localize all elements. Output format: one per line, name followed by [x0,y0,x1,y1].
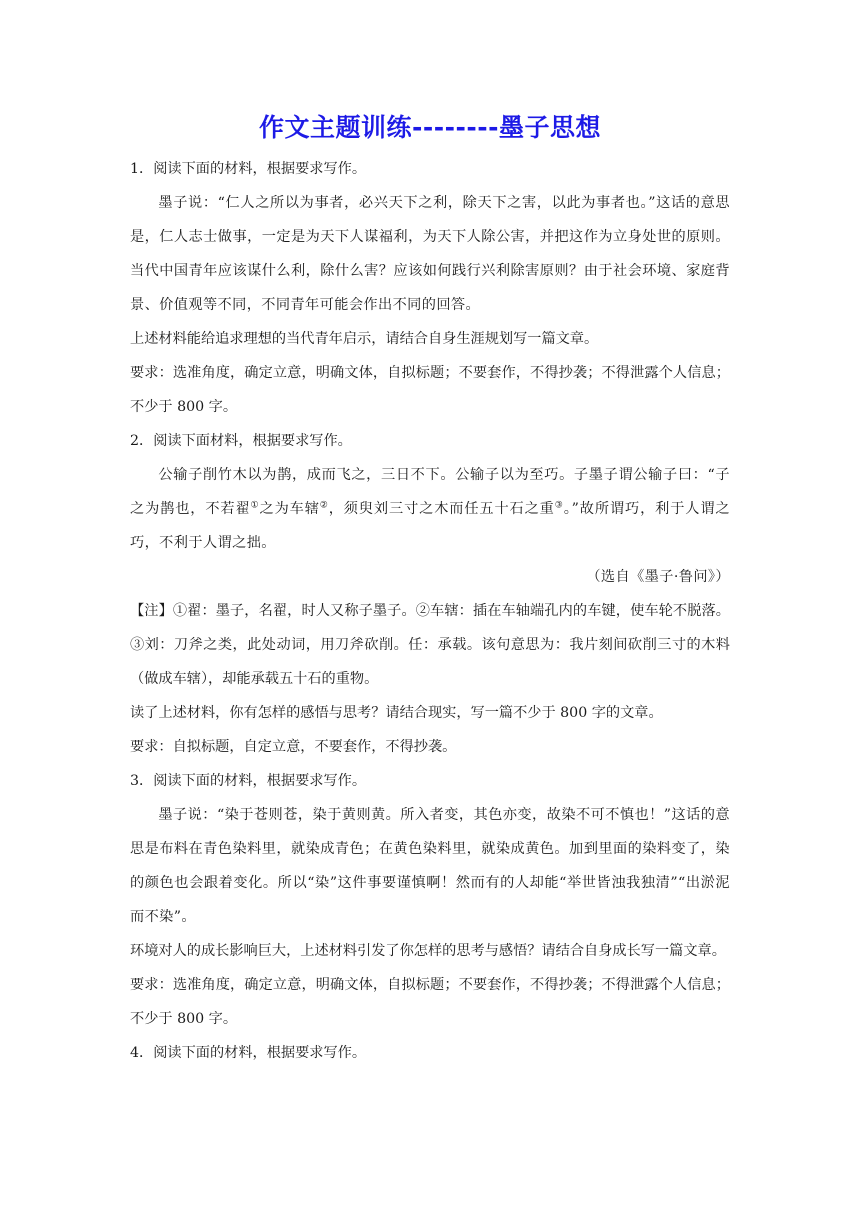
q2-material-part-c: ，须臾刘三寸之木而任五十石之重 [328,501,555,517]
q4-heading: 4．阅读下面的材料，根据要求写作。 [130,1045,367,1061]
q2-prompt: 读了上述材料，你有怎样的感悟与思考？请结合现实，写一篇不少于 800 字的文章。 [130,705,663,721]
footnote-marker-3: ③ [554,500,564,511]
q2-material [130,458,730,560]
q2-heading: 2．阅读下面材料，根据要求写作。 [130,433,352,449]
q3-prompt: 环境对人的成长影响巨大，上述材料引发了你怎样的思考与感悟？请结合自身成长写一篇文章。 [130,943,726,959]
q2-material-part-d: 。”故所谓巧，利于人谓之巧，不利于人谓之拙。 [130,501,730,551]
q3-heading: 3．阅读下面的材料，根据要求写作。 [130,773,367,789]
document-body [130,152,730,1070]
q1-requirement: 要求：选准角度，确定立意，明确文体，自拟标题；不要套作，不得抄袭；不得泄露个人信息；不少于 800 字。 [130,365,730,415]
q2-source: （选自《墨子·鲁问》） [586,569,730,585]
q3-material: 墨子说：“染于苍则苍，染于黄则黄。所入者变，其色亦变，故染不可不慎也！”这话的意思是布料在青色染料里，就染成青色；在黄色染料里，就染成黄色。加到里面的染料变了，染的颜色也会跟着变化。所以“染”这件事要谨慎啊！然而有的人却能“举世皆浊我独清”“出淤泥而不染”。 [130,807,730,925]
document-title: 作文主题训练--------墨子思想 [258,113,601,142]
q2-requirement: 要求：自拟标题，自定立意，不要套作，不得抄袭。 [130,739,457,755]
footnote-marker-1: ① [250,500,260,511]
q2-note: 【注】①翟：墨子，名翟，时人又称子墨子。②车辖：插在车轴端孔内的车键，使车轮不脱落。③刘：刀斧之类，此处动词，用刀斧砍削。任：承载。该句意思为：我片刻间砍削三寸的木料（做成车辖），却能承载五十石的重物。 [130,603,730,687]
q3-requirement: 要求：选准角度，确定立意，明确文体，自拟标题；不要套作，不得抄袭；不得泄露个人信息；不少于 800 字。 [130,977,730,1027]
q1-prompt: 上述材料能给追求理想的当代青年启示，请结合自身生涯规划写一篇文章。 [130,331,599,347]
q2-material-part-b: 之为车辖 [259,501,320,517]
footnote-marker-2: ② [319,500,329,511]
q2-material-part-a: 公输子削竹木以为鹊，成而飞之，三日不下。公输子以为至巧。子墨子谓公输子曰：“子之为鹊也，不若翟 [130,467,730,517]
q1-material: 墨子说：“仁人之所以为事者，必兴天下之利，除天下之害，以此为事者也。”这话的意思是，仁人志士做事，一定是为天下人谋福利，为天下人除公害，并把这作为立身处世的原则。当代中国青年应该谋什么利，除什么害？应该如何践行兴利除害原则？由于社会环境、家庭背景、价值观等不同，不同青年可能会作出不同的回答。 [130,195,730,313]
q1-heading: 1．阅读下面的材料，根据要求写作。 [130,161,367,177]
